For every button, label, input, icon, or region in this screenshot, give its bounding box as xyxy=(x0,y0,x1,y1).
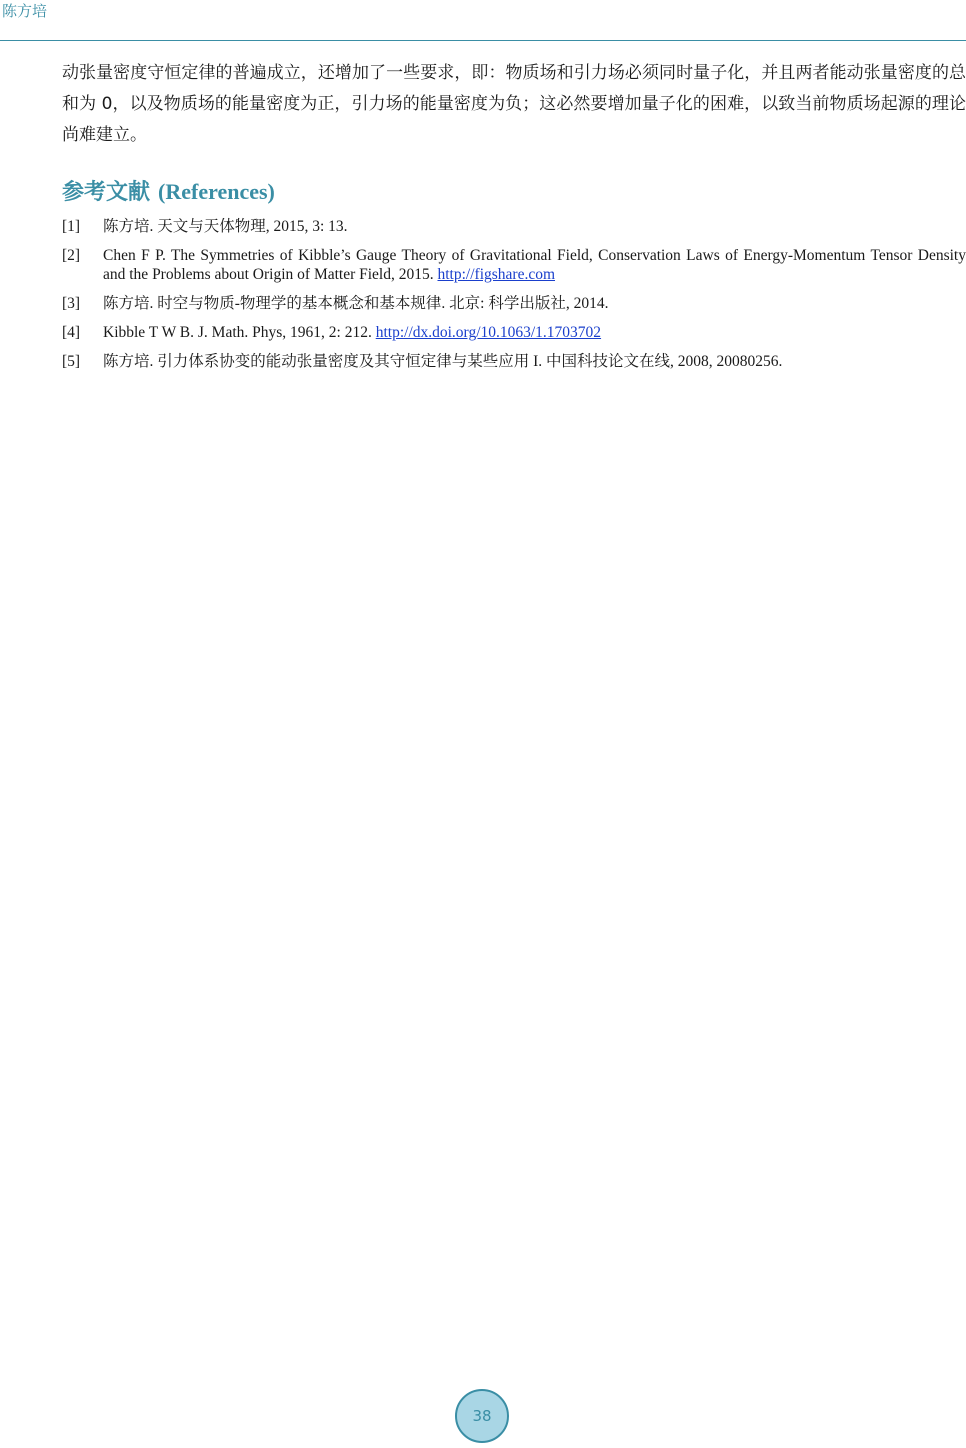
references-heading-en: (References) xyxy=(158,179,275,204)
references-heading-cn: 参考文献 xyxy=(62,180,151,205)
reference-text: Kibble T W B. J. Math. Phys, 1961, 2: 212. xyxy=(103,324,376,341)
reference-text-wrapper xyxy=(103,246,966,284)
reference-text: Chen F P. The Symmetries of Kibble’s Gauge Theory of Gravitational Field, Conservation Laws of Energy-Momentum Tensor Density and the Problems about Origin of Matter Field, 2015. xyxy=(103,247,966,283)
reference-number: [3] xyxy=(62,295,81,312)
page-header xyxy=(0,0,966,41)
reference-text: 陈方培. 天文与天体物理, 2015, 3: 13. xyxy=(103,218,348,235)
reference-link[interactable]: http://figshare.com xyxy=(437,266,556,283)
reference-item-2 xyxy=(62,246,966,284)
reference-item-4 xyxy=(62,323,966,342)
reference-item-3 xyxy=(62,294,966,313)
reference-text: 陈方培. 引力体系协变的能动张量密度及其守恒定律与某些应用 I. 中国科技论文在线, 2008, 20080256. xyxy=(103,353,783,370)
reference-number: [5] xyxy=(62,353,81,370)
header-author: 陈方培 xyxy=(2,2,48,20)
page-number: 38 xyxy=(472,1407,492,1425)
reference-text-wrapper xyxy=(103,323,966,342)
reference-item-1 xyxy=(62,217,966,236)
reference-item-5 xyxy=(62,352,966,371)
reference-list xyxy=(62,217,966,381)
reference-number: [4] xyxy=(62,324,81,341)
reference-text: 陈方培. 时空与物质-物理学的基本概念和基本规律. 北京: 科学出版社, 2014. xyxy=(103,295,609,312)
body-paragraph: 动张量密度守恒定律的普遍成立，还增加了一些要求，即：物质场和引力场必须同时量子化，并且两者能动张量密度的总和为 0，以及物质场的能量密度为正，引力场的能量密度为负；这必然要增加量子化的困难，以致当前物质场起源的理论尚难建立。 xyxy=(62,63,966,145)
reference-number: [1] xyxy=(62,218,81,235)
reference-number: [2] xyxy=(62,247,81,264)
page-number-badge xyxy=(455,1389,509,1443)
reference-link[interactable]: http://dx.doi.org/10.1063/1.1703702 xyxy=(375,324,602,341)
references-heading xyxy=(62,175,275,206)
